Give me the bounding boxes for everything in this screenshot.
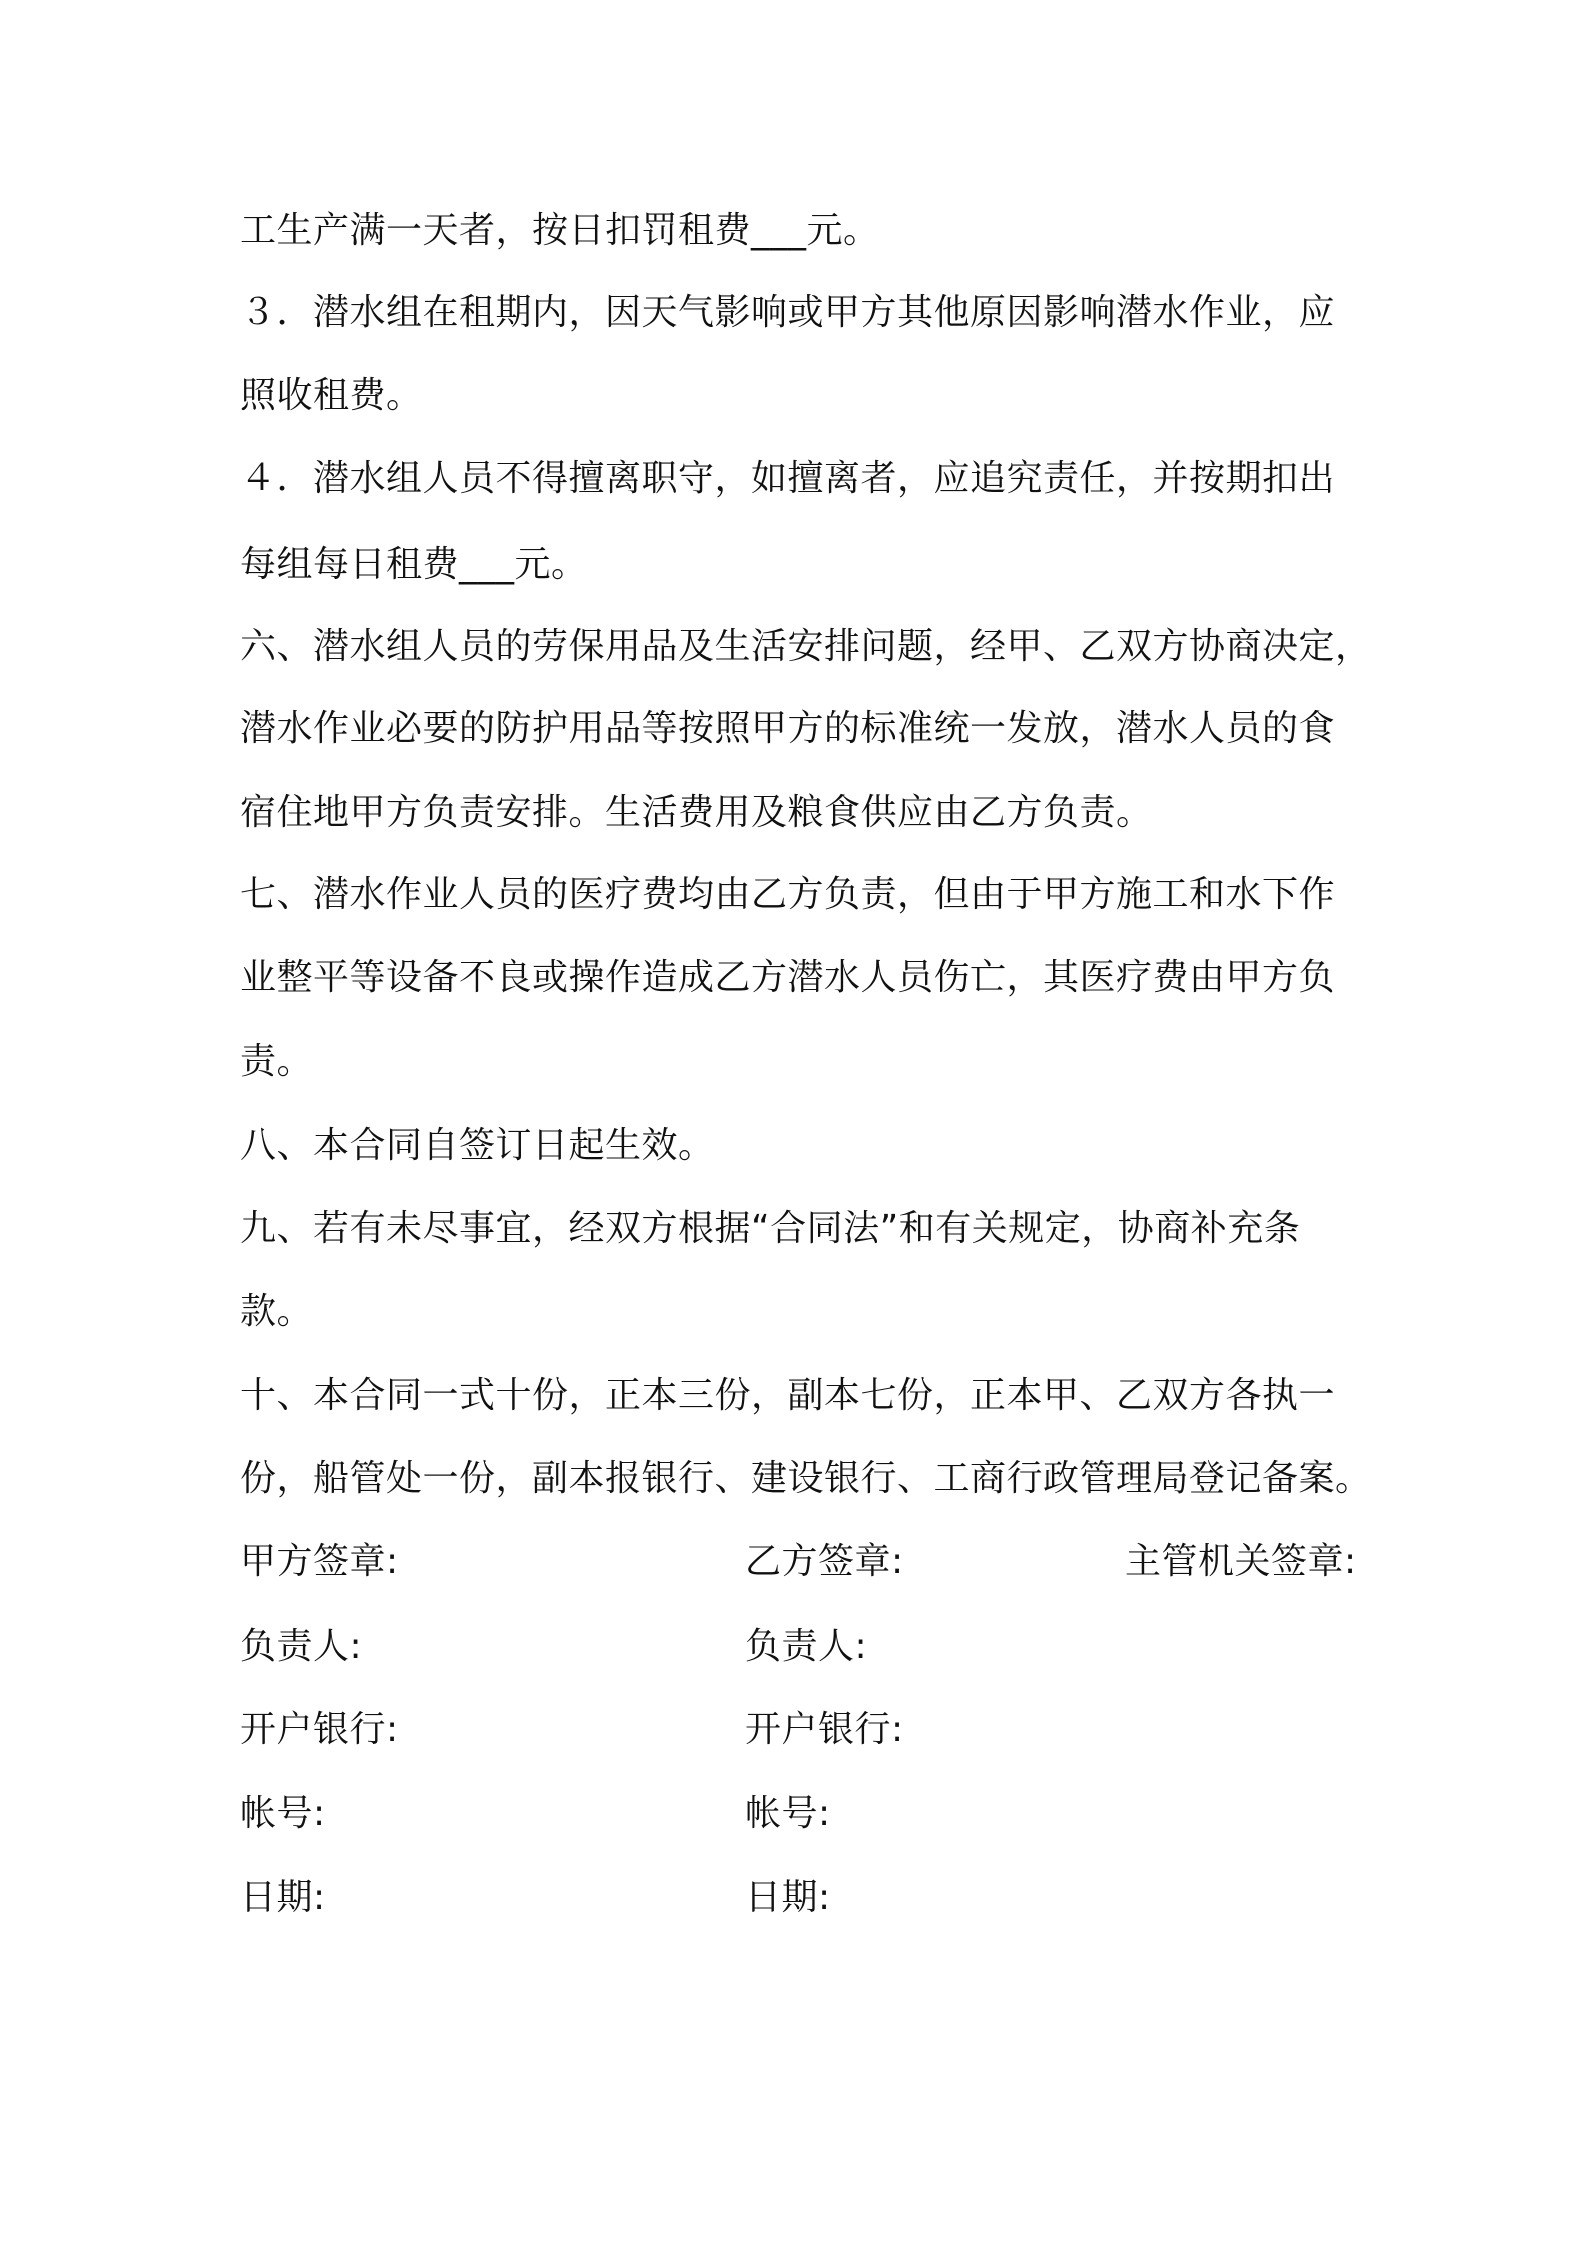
clause-line: 款。 [240,1291,314,1332]
party-b-seal-label: 乙方签章: [745,1541,904,1582]
clause-line: ４．潜水组人员不得擅离职守，如擅离者，应追究责任，并按期扣出 [240,458,1336,499]
party-b-account-label: 帐号: [745,1793,831,1834]
clause-line: 份，船管处一份，副本报银行、建设银行、工商行政管理局登记备案。 [240,1458,1372,1499]
party-b-date-label: 日期: [745,1877,831,1918]
party-a-person-label: 负责人: [240,1626,363,1667]
party-a-account-label: 帐号: [240,1793,326,1834]
clause-line: 工生产满一天者，按日扣罚租费___元。 [240,210,880,251]
clause-line: 责。 [240,1041,314,1082]
clause-line: 六、潜水组人员的劳保用品及生活安排问题，经甲、乙双方协商决定， [240,626,1372,667]
clause-line: 十、本合同一式十份，正本三份，副本七份，正本甲、乙双方各执一 [240,1375,1336,1416]
clause-line: ３．潜水组在租期内，因天气影响或甲方其他原因影响潜水作业，应 [240,292,1336,333]
party-a-seal-label: 甲方签章: [240,1541,399,1582]
party-a-date-label: 日期: [240,1877,326,1918]
clause-line: 照收租费。 [240,375,423,416]
clause-line: 业整平等设备不良或操作造成乙方潜水人员伤亡，其医疗费由甲方负 [240,957,1336,998]
clause-line: 潜水作业必要的防护用品等按照甲方的标准统一发放，潜水人员的食 [240,708,1336,749]
clause-line: 七、潜水作业人员的医疗费均由乙方负责，但由于甲方施工和水下作 [240,874,1336,915]
clause-line: 八、本合同自签订日起生效。 [240,1125,715,1166]
clause-line: 宿住地甲方负责安排。生活费用及粮食供应由乙方负责。 [240,792,1153,833]
clause-line: 九、若有未尽事宜，经双方根据“合同法”和有关规定，协商补充条 [240,1208,1301,1249]
party-a-bank-label: 开户银行: [240,1709,399,1750]
clause-line: 每组每日租费___元。 [240,544,588,585]
authority-seal-label: 主管机关签章: [1125,1541,1357,1582]
party-b-bank-label: 开户银行: [745,1709,904,1750]
party-b-person-label: 负责人: [745,1626,868,1667]
